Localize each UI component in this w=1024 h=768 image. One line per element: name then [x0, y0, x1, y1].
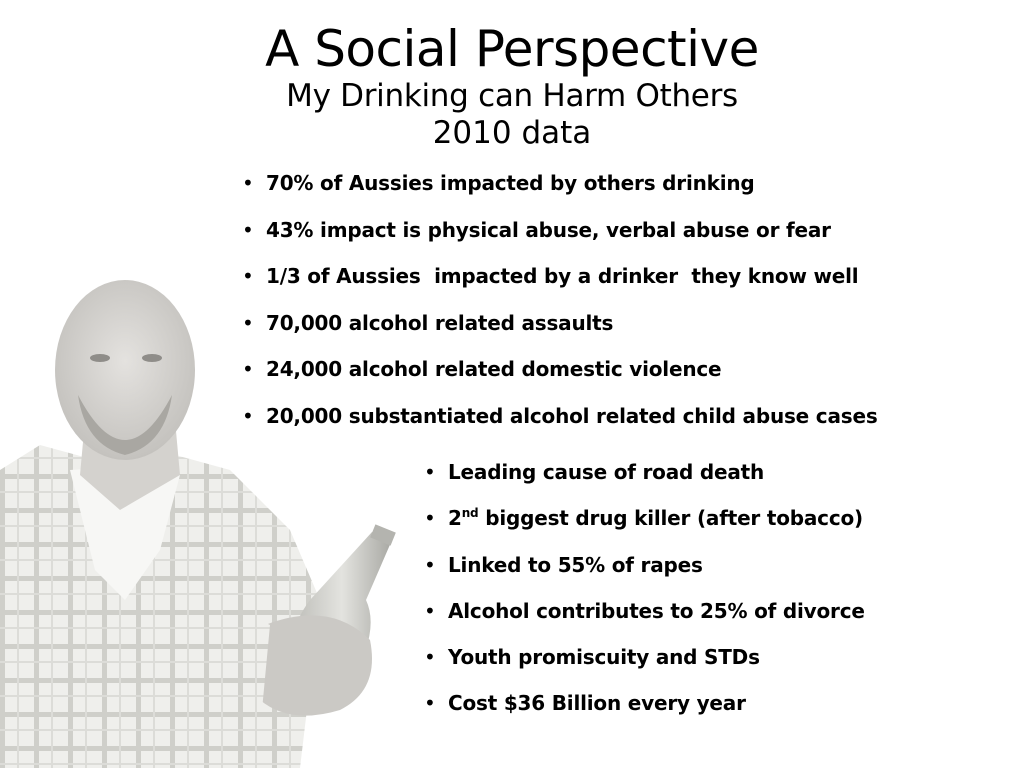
- list-item: • 20,000 substantiated alcohol related child abuse cases: [242, 403, 878, 428]
- slide-title: A Social Perspective: [265, 20, 759, 78]
- bullet-icon: •: [242, 171, 254, 195]
- list-item: • Youth promiscuity and STDs: [424, 645, 760, 670]
- bullet-icon: •: [242, 217, 254, 242]
- bullet-icon: •: [242, 357, 254, 381]
- list-item: • 43% impact is physical abuse, verbal abuse or fear: [242, 217, 831, 242]
- list-item: • Linked to 55% of rapes: [424, 552, 703, 577]
- list-item: • 70,000 alcohol related assaults: [242, 310, 614, 335]
- list-item: • 24,000 alcohol related domestic violence: [242, 357, 722, 381]
- list-item: • Leading cause of road death: [424, 460, 765, 484]
- bullet-list-top: [242, 171, 878, 450]
- head: [55, 280, 195, 460]
- list-item: • Alcohol contributes to 25% of divorce: [424, 598, 865, 623]
- title-block: [200, 20, 824, 152]
- bullet-icon: •: [424, 460, 436, 484]
- bullet-icon: •: [424, 598, 436, 623]
- list-item: • Cost $36 Billion every year: [424, 691, 746, 716]
- list-item: • 2nd biggest drug killer (after tobacco): [424, 506, 863, 531]
- bullet-icon: •: [424, 506, 436, 531]
- list-item: • 1/3 of Aussies impacted by a drinker they know well: [242, 264, 859, 288]
- slide-subtitle-year: 2010 data: [432, 115, 592, 151]
- bullet-icon: •: [424, 645, 436, 670]
- bullet-list-bottom: [424, 460, 865, 738]
- bullet-icon: •: [424, 691, 436, 716]
- bullet-icon: •: [242, 310, 254, 335]
- bullet-icon: •: [242, 264, 254, 288]
- slide-subtitle: My Drinking can Harm Others: [286, 78, 738, 114]
- bullet-icon: •: [424, 552, 436, 577]
- bullet-icon: •: [242, 403, 254, 428]
- list-item: • 70% of Aussies impacted by others drinking: [242, 171, 755, 195]
